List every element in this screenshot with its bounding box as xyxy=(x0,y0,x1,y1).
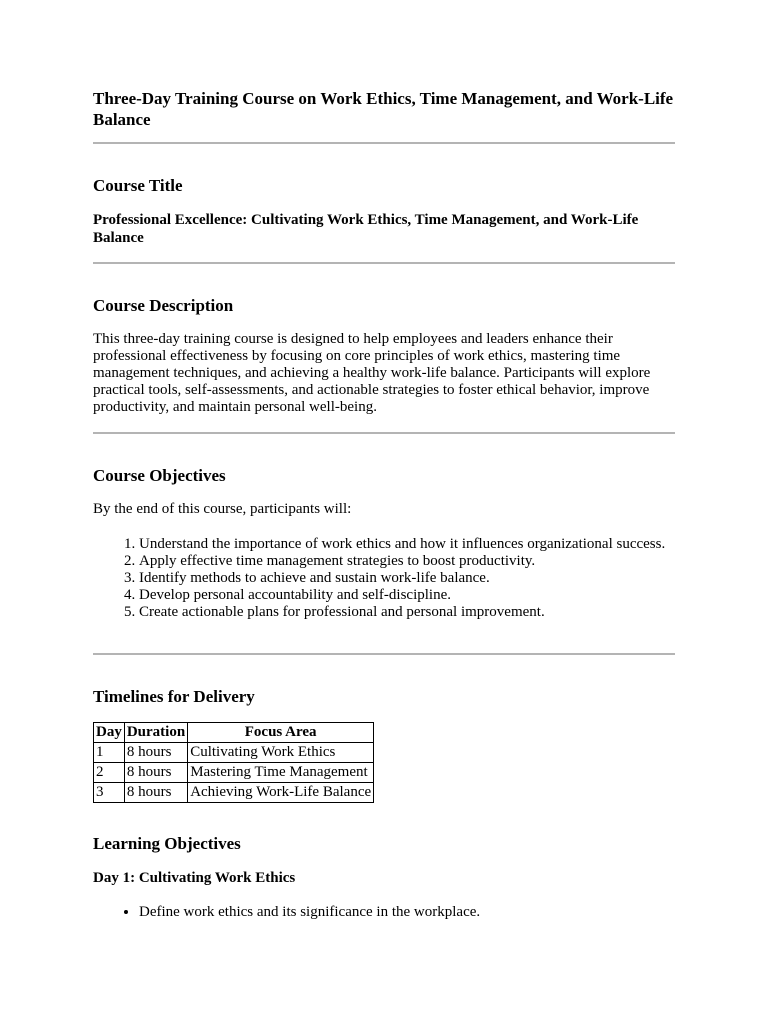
course-description-text: This three-day training course is designed to help employees and leaders enhance their professional effectiveness by focusing on core principles of work ethics, mastering time management techniques, and achieving a healthy work-life balance. Participants will explore practical tools, self-assessments, and actionable strategies to foster ethical behavior, improve productivity, and maintain personal well-being. xyxy=(93,331,651,415)
table-cell-day: 1 xyxy=(94,743,125,763)
divider xyxy=(93,653,675,655)
table-cell-focus-area: Mastering Time Management xyxy=(188,763,374,783)
course-description-heading: Course Description xyxy=(93,296,234,315)
table-cell-focus-area: Achieving Work-Life Balance xyxy=(188,783,374,803)
course-title-text: Professional Excellence: Cultivating Work Ethics, Time Management, and Work-Life Balance xyxy=(93,212,639,246)
table-cell-duration: 8 hours xyxy=(124,783,187,803)
column-header-duration: Duration xyxy=(124,723,187,743)
list-item: • Define work ethics and its significance in the workplace. xyxy=(139,904,675,921)
list-item: 5. Create actionable plans for professional and personal improvement. xyxy=(139,604,675,621)
timeline-table xyxy=(93,722,374,803)
list-item: 3. Identify methods to achieve and sustain work-life balance. xyxy=(139,570,675,587)
course-objectives-intro: By the end of this course, participants will: xyxy=(93,501,352,517)
table-cell-focus-area: Cultivating Work Ethics xyxy=(188,743,374,763)
table-cell-duration: 8 hours xyxy=(124,743,187,763)
divider xyxy=(93,432,675,434)
table-cell-duration: 8 hours xyxy=(124,763,187,783)
divider xyxy=(93,262,675,264)
learning-objectives-heading: Learning Objectives xyxy=(93,834,241,853)
list-item: 1. Understand the importance of work ethics and how it influences organizational success. xyxy=(139,536,675,553)
day1-objectives-list xyxy=(93,904,675,921)
divider xyxy=(93,142,675,144)
column-header-day: Day xyxy=(94,723,125,743)
table-row xyxy=(94,783,374,803)
table-header-row xyxy=(94,723,374,743)
list-item: 2. Apply effective time management strategies to boost productivity. xyxy=(139,553,675,570)
table-row xyxy=(94,743,374,763)
table-cell-day: 2 xyxy=(94,763,125,783)
table-cell-day: 3 xyxy=(94,783,125,803)
course-objectives-heading: Course Objectives xyxy=(93,466,226,485)
list-item: 4. Develop personal accountability and self-discipline. xyxy=(139,587,675,604)
document-title: Three-Day Training Course on Work Ethics, Time Management, and Work-Life Balance xyxy=(93,89,674,129)
column-header-focus-area: Focus Area xyxy=(188,723,374,743)
day1-heading: Day 1: Cultivating Work Ethics xyxy=(93,870,296,886)
course-objectives-list xyxy=(93,536,675,621)
timelines-heading: Timelines for Delivery xyxy=(93,687,255,706)
course-title-heading: Course Title xyxy=(93,176,183,195)
table-row xyxy=(94,763,374,783)
